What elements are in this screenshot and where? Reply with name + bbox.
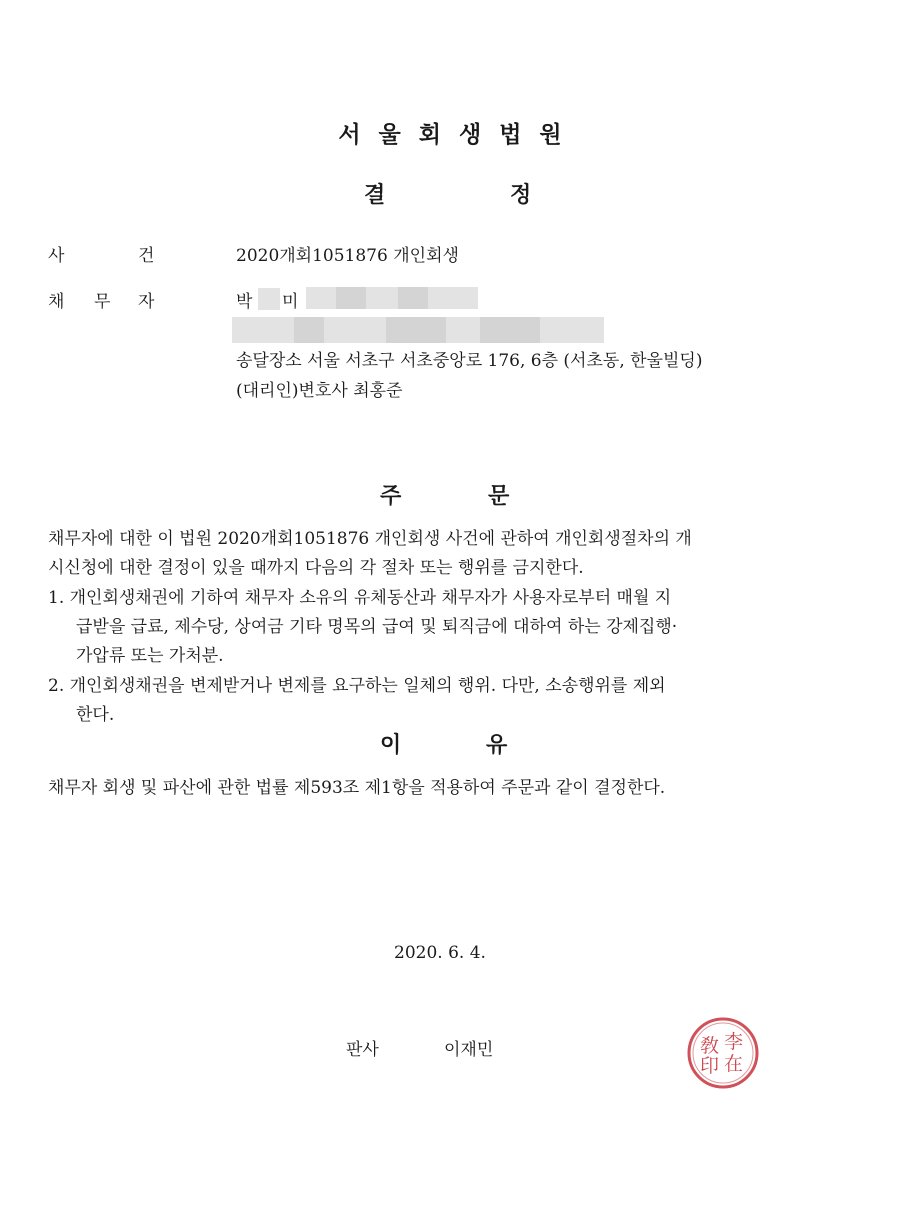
seal-char: 敎	[700, 1035, 720, 1057]
order-intro-line: 채무자에 대한 이 법원 2020개회1051876 개인회생 사건에 관하여 개인회생절차의 개	[48, 529, 692, 549]
judge-title: 판사	[346, 1040, 379, 1060]
court-name: 서울회생법원	[338, 122, 580, 148]
redaction-block	[398, 287, 428, 309]
order-intro-line: 시신청에 대한 결정이 있을 때까지 다음의 각 절차 또는 행위를 금지한다.	[48, 558, 584, 578]
case-label-2: 건	[138, 246, 155, 266]
debtor-name-last: 미	[282, 292, 299, 312]
debtor-label-2: 무	[94, 292, 111, 312]
doc-type-left: 결	[364, 183, 386, 208]
seal-char: 李	[724, 1031, 744, 1053]
decision-date: 2020. 6. 4.	[394, 943, 486, 963]
reason-heading-right: 유	[486, 733, 508, 758]
order-item-2-line: 한다.	[76, 705, 115, 725]
order-item-2-line: 2. 개인회생채권을 변제받거나 변제를 요구하는 일체의 행위. 다만, 소송행위를 제외	[48, 676, 666, 696]
redaction-block	[386, 317, 446, 343]
redaction-block	[306, 287, 478, 309]
reason-heading-left: 이	[380, 733, 402, 758]
debtor-label-3: 자	[138, 292, 155, 312]
reason-text: 채무자 회생 및 파산에 관한 법률 제593조 제1항을 적용하여 주문과 같이 결정한다.	[48, 778, 666, 798]
order-heading-right: 문	[488, 484, 510, 509]
debtor-label-1: 채	[48, 292, 65, 312]
order-item-1-line: 급받을 급료, 제수당, 상여금 기타 명목의 급여 및 퇴직금에 대하여 하는 강제집행·	[76, 617, 678, 637]
order-heading-left: 주	[380, 484, 402, 509]
judge-seal-icon	[684, 1014, 762, 1092]
order-item-1-line: 1. 개인회생채권에 기하여 채무자 소유의 유체동산과 채무자가 사용자로부터 매월 지	[48, 588, 672, 608]
redaction-block	[258, 288, 280, 310]
agent-lawyer: (대리인)변호사 최홍준	[236, 381, 403, 401]
redaction-block	[480, 317, 540, 343]
redaction-block	[294, 317, 324, 343]
case-label-1: 사	[48, 246, 65, 266]
redaction-block	[336, 287, 366, 309]
judge-name: 이재민	[444, 1040, 494, 1060]
seal-char: 在	[724, 1053, 744, 1075]
debtor-name-first: 박	[236, 292, 253, 312]
delivery-address: 송달장소 서울 서초구 서초중앙로 176, 6층 (서초동, 한울빌딩)	[236, 351, 703, 371]
case-number: 2020개회1051876 개인회생	[236, 246, 459, 266]
doc-type-right: 정	[510, 183, 532, 208]
seal-char: 印	[700, 1055, 720, 1077]
order-item-1-line: 가압류 또는 가처분.	[76, 646, 224, 666]
